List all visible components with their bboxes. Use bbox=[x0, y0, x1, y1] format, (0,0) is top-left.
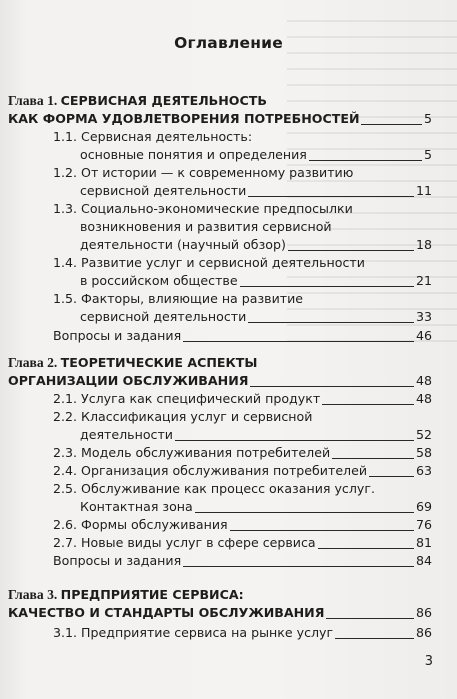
section-line bbox=[0, 308, 457, 326]
leader-rule bbox=[240, 286, 414, 287]
section-line bbox=[0, 462, 457, 480]
section-title: 1.5. Факторы, влияющие на развитие bbox=[53, 291, 304, 306]
section-title: 1.3. Социально-экономические предпосылки bbox=[53, 201, 353, 216]
leader-rule bbox=[309, 160, 422, 161]
section-line bbox=[0, 498, 457, 516]
chapter-title-text: КАЧЕСТВО И СТАНДАРТЫ ОБСЛУЖИВАНИЯ bbox=[8, 605, 325, 620]
questions-title: Вопросы и задания bbox=[53, 553, 182, 568]
leader-rule bbox=[248, 322, 414, 323]
questions-line bbox=[0, 327, 457, 345]
leader-rule bbox=[183, 341, 414, 342]
section-page-number: 52 bbox=[415, 427, 432, 442]
section-title: сервисной деятельности bbox=[80, 309, 247, 324]
leader-rule bbox=[361, 124, 422, 125]
chapter-heading-line bbox=[0, 586, 457, 604]
chapter-heading-line bbox=[0, 604, 457, 622]
section-title: 3.1. Предприятие сервиса на рынке услуг bbox=[53, 625, 334, 640]
chapter-label: Глава 2. bbox=[8, 355, 61, 370]
section-line bbox=[0, 516, 457, 534]
section-line bbox=[0, 290, 457, 308]
section-title: 1.1. Сервисная деятельность: bbox=[53, 129, 253, 144]
section-page-number: 11 bbox=[415, 183, 432, 198]
leader-rule bbox=[326, 618, 414, 619]
chapter-title bbox=[8, 354, 257, 372]
chapter-title-text: ТЕОРЕТИЧЕСКИЕ АСПЕКТЫ bbox=[60, 355, 258, 370]
section-page-number: 58 bbox=[415, 445, 432, 460]
section-page-number: 63 bbox=[415, 463, 432, 478]
section-line bbox=[0, 218, 457, 236]
section-title: 2.5. Обслуживание как процесс оказания услуг. bbox=[53, 481, 375, 496]
chapter-heading-line bbox=[0, 354, 457, 372]
section-title: Контактная зона bbox=[80, 499, 193, 514]
section-page-number: 21 bbox=[415, 273, 432, 288]
chapter-title bbox=[8, 110, 359, 128]
leader-rule bbox=[288, 250, 414, 251]
leader-rule bbox=[183, 566, 414, 567]
section-title: деятельности (научный обзор) bbox=[80, 237, 286, 252]
leader-rule bbox=[318, 548, 414, 549]
toc-title: Оглавление bbox=[174, 34, 283, 52]
section-title: 2.1. Услуга как специфический продукт bbox=[53, 391, 321, 406]
section-page-number: 33 bbox=[415, 309, 432, 324]
leader-rule bbox=[250, 386, 414, 387]
section-page-number: 69 bbox=[415, 499, 432, 514]
leader-rule bbox=[248, 196, 414, 197]
section-page-number: 81 bbox=[415, 535, 432, 550]
section-line bbox=[0, 624, 457, 642]
chapter-title bbox=[8, 92, 267, 110]
page-number: 3 bbox=[424, 654, 433, 669]
chapter-title bbox=[8, 604, 324, 622]
section-page-number: 46 bbox=[415, 328, 432, 343]
leader-rule bbox=[175, 440, 414, 441]
chapter-label: Глава 1. bbox=[8, 93, 61, 108]
section-title: 1.2. От истории — к современному развитию bbox=[53, 165, 354, 180]
section-line bbox=[0, 236, 457, 254]
section-line bbox=[0, 444, 457, 462]
leader-rule bbox=[195, 512, 414, 513]
section-line bbox=[0, 534, 457, 552]
questions-title: Вопросы и задания bbox=[53, 328, 182, 343]
section-page-number: 84 bbox=[415, 553, 432, 568]
section-line bbox=[0, 254, 457, 272]
questions-line bbox=[0, 552, 457, 570]
leader-rule bbox=[369, 476, 414, 477]
section-line bbox=[0, 390, 457, 408]
section-title: возникновения и развития сервисной bbox=[80, 219, 332, 234]
chapter-title bbox=[8, 586, 244, 604]
section-line bbox=[0, 408, 457, 426]
section-title: в российском обществе bbox=[80, 273, 238, 288]
section-title: 2.2. Классификация услуг и сервисной bbox=[53, 409, 313, 424]
section-line bbox=[0, 426, 457, 444]
leader-rule bbox=[335, 638, 414, 639]
chapter-title-text: ОРГАНИЗАЦИИ ОБСЛУЖИВАНИЯ bbox=[8, 373, 249, 388]
leader-rule bbox=[332, 458, 414, 459]
chapter-title bbox=[8, 372, 248, 390]
leader-rule bbox=[322, 404, 414, 405]
section-page-number: 48 bbox=[415, 391, 432, 406]
section-line bbox=[0, 200, 457, 218]
section-title: 2.7. Новые виды услуг в сфере сервиса bbox=[53, 535, 316, 550]
chapter-title-text: КАК ФОРМА УДОВЛЕТВОРЕНИЯ ПОТРЕБНОСТЕЙ bbox=[8, 111, 360, 126]
section-line bbox=[0, 128, 457, 146]
leader-rule bbox=[230, 530, 414, 531]
section-title: деятельности bbox=[80, 427, 173, 442]
section-title: основные понятия и определения bbox=[80, 147, 307, 162]
section-title: 1.4. Развитие услуг и сервисной деятельности bbox=[53, 255, 365, 270]
chapter-heading-line bbox=[0, 92, 457, 110]
chapter-heading-line bbox=[0, 110, 457, 128]
section-page-number: 86 bbox=[415, 625, 432, 640]
section-line bbox=[0, 272, 457, 290]
section-line bbox=[0, 146, 457, 164]
section-title: 2.6. Формы обслуживания bbox=[53, 517, 228, 532]
chapter-heading-line bbox=[0, 372, 457, 390]
section-line bbox=[0, 182, 457, 200]
chapter-title-text: СЕРВИСНАЯ ДЕЯТЕЛЬНОСТЬ bbox=[60, 93, 267, 108]
chapter-title-text: ПРЕДПРИЯТИЕ СЕРВИСА: bbox=[60, 587, 244, 602]
chapter-page-number: 5 bbox=[423, 111, 432, 126]
section-line bbox=[0, 164, 457, 182]
section-title: 2.3. Модель обслуживания потребителей bbox=[53, 445, 331, 460]
section-page-number: 76 bbox=[415, 517, 432, 532]
chapter-page-number: 86 bbox=[415, 605, 432, 620]
chapter-label: Глава 3. bbox=[8, 587, 61, 602]
section-title: 2.4. Организация обслуживания потребителей bbox=[53, 463, 368, 478]
section-page-number: 5 bbox=[423, 147, 432, 162]
section-line bbox=[0, 480, 457, 498]
chapter-page-number: 48 bbox=[415, 373, 432, 388]
section-title: сервисной деятельности bbox=[80, 183, 247, 198]
section-page-number: 18 bbox=[415, 237, 432, 252]
